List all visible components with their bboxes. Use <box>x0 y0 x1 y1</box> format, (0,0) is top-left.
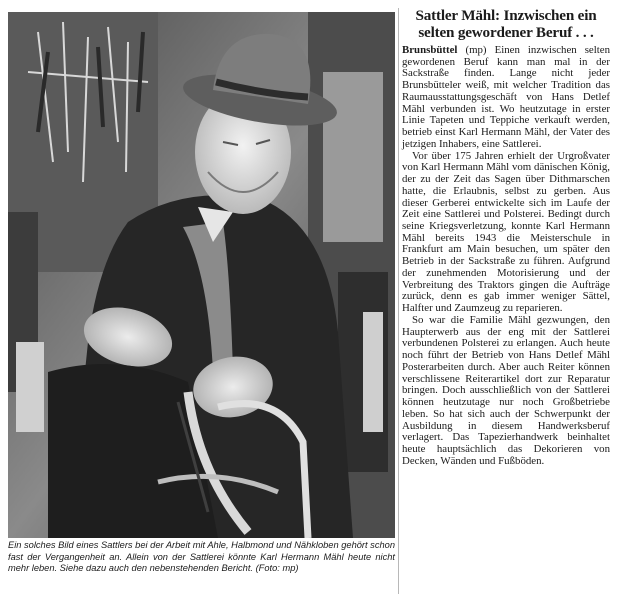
column-divider <box>398 8 399 594</box>
article-paragraph: So war die Familie Mähl gezwungen, den Haupterwerb aus der eng mit der Sattlerei verbundenen Polsterei zu erlangen. Auch heute noch führt der Betrieb von Hans Detlef Mähl Posterarbeiten durch. Aber auch Reiter können verschlissene Reiterartikel dort zur Reparatur bringen. Doch ausschließlich von der Sattlerei können heutzutage nur noch Großbetriebe leben. So hat sich auch der Schwerpunkt der Ausbildung in diesem Handwerksberuf verlagert. Das Tapezierhandwerk beinhaltet heute hauptsächlich das Dekorieren von Decken, Wänden und Fußböden. <box>402 313 610 467</box>
article-body <box>402 45 610 467</box>
article-headline: Sattler Mähl: Inzwischen ein selten gewordener Beruf . . . <box>415 7 597 41</box>
article-paragraph: Vor über 175 Jahren erhielt der Urgroßvater von Karl Hermann Mähl vom dänischen König, der zu der Zeit das Sagen über Dithmarschen hatte, die Erlaubnis, selbst zu gerben. Aus dieser Gerberei entwickelte sich im Laufe der Zeit eine Sattlerei und Polsterei. Bedingt durch seine Kriegsverletzung, konnte Karl Hermann Mähl bereits 1943 die Meisterschule in Frankfurt am Main besuchen, um später den Betrieb in der Sackstraße zu führen. Aufgrund der zunehmenden Motorisierung und der Verbreitung des Traktors gingen die Aufträge zurück, denn es gab immer weniger Sättel, Halfter und Zaumzeug zu reparieren. <box>402 149 610 315</box>
article-lead-text: Einen inzwischen selten gewordenen Beruf kann man mal in der Sackstraße finden. Lange nicht jeder Brunsbütteler weiß, mit welcher Tradition das Raumausstattungsgeschäft von Hans Detlef Mähl verbunden ist. Wo heutzutage in erster Linie Tapeten und Teppiche verkauft werden, betrieb einst Karl Hermann Mähl, der Vater des jetzigen Inhabers, eine Sattlerei. <box>402 44 611 150</box>
article-dateline-source: (mp) <box>465 44 487 56</box>
article-dateline: Brunsbüttel <box>402 44 458 56</box>
article-lead-paragraph <box>402 45 610 151</box>
photo-caption: Ein solches Bild eines Sattlers bei der Arbeit mit Ahle, Halbmond und Nähkloben gehört schon fast der Vergangenheit an. Allein von der Sattlerei könnte Karl Hermann Mähl heute nicht mehr leben. Siehe dazu auch den nebenstehenden Bericht. (Foto: mp) <box>8 540 395 574</box>
saddler-photo-image <box>8 12 395 538</box>
news-article <box>402 8 610 467</box>
newspaper-photo <box>8 12 395 538</box>
